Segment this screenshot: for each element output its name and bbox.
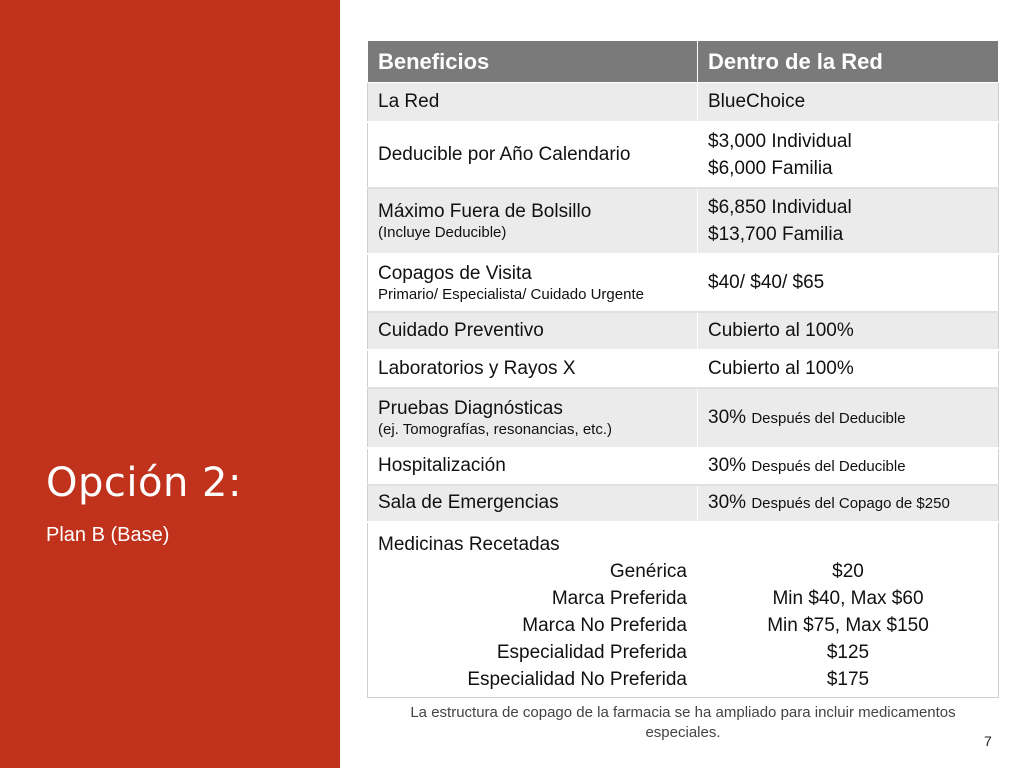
row-label	[368, 188, 698, 254]
slide-title: Opción 2:	[46, 460, 242, 506]
row-value	[698, 485, 999, 522]
spacer	[708, 531, 988, 558]
row-label-main: Pruebas Diagnósticas	[378, 397, 563, 419]
rx-tier: Marca Preferida	[551, 587, 687, 609]
table-row	[368, 188, 999, 254]
row-label-main: Copagos de Visita	[378, 262, 532, 284]
value-note: Después del Copago de $250	[751, 495, 950, 512]
rx-value: $125	[826, 641, 870, 663]
row-value: Cubierto al 100%	[698, 312, 999, 350]
value-main: 30%	[708, 492, 747, 513]
row-value	[698, 522, 999, 698]
row-label: Hospitalización	[368, 448, 698, 485]
value-line: $3,000 Individual	[708, 130, 852, 152]
row-value: BlueChoice	[698, 83, 999, 122]
slide-subtitle: Plan B (Base)	[46, 524, 170, 546]
value-note: Después del Deducible	[751, 458, 906, 475]
table-row	[368, 448, 999, 485]
row-label-sub: (Incluye Deducible)	[378, 223, 507, 241]
row-value	[698, 122, 999, 188]
row-label: La Red	[368, 83, 698, 122]
footnote: La estructura de copago de la farmacia se ha ampliado para incluir medicamentos especiales.	[410, 704, 956, 741]
table-row	[368, 254, 999, 312]
value-main: 30%	[708, 455, 747, 476]
row-value: $40/ $40/ $65	[698, 254, 999, 312]
page-number: 7	[984, 733, 992, 749]
row-label	[368, 522, 698, 698]
row-label: Sala de Emergencias	[368, 485, 698, 522]
table-row	[368, 83, 999, 122]
value-main: 30%	[708, 406, 747, 428]
rx-value: Min $40, Max $60	[772, 587, 924, 609]
rx-tier: Especialidad No Preferida	[467, 668, 687, 690]
rx-tier: Genérica	[609, 560, 687, 582]
row-label-main: Medicinas Recetadas	[378, 533, 560, 555]
row-value	[698, 188, 999, 254]
rx-tier: Marca No Preferida	[522, 614, 687, 636]
row-label-sub: (ej. Tomografías, resonancias, etc.)	[378, 420, 612, 438]
row-label	[368, 254, 698, 312]
row-label-main: Máximo Fuera de Bolsillo	[378, 200, 592, 222]
rx-value: $20	[832, 560, 864, 582]
row-value	[698, 448, 999, 485]
benefits-table	[367, 40, 999, 698]
row-label-sub: Primario/ Especialista/ Cuidado Urgente	[378, 285, 644, 303]
row-value	[698, 388, 999, 448]
value-line: $13,700 Familia	[708, 223, 844, 245]
table-row	[368, 388, 999, 448]
table-header-row	[368, 41, 999, 83]
rx-value: $175	[826, 668, 870, 690]
table-row-prescriptions	[368, 522, 999, 698]
column-header-in-network: Dentro de la Red	[698, 41, 999, 83]
row-label: Deducible por Año Calendario	[368, 122, 698, 188]
table-row	[368, 485, 999, 522]
row-label: Cuidado Preventivo	[368, 312, 698, 350]
row-value: Cubierto al 100%	[698, 350, 999, 388]
rx-tier: Especialidad Preferida	[496, 641, 687, 663]
table-row	[368, 350, 999, 388]
value-line: $6,850 Individual	[708, 196, 852, 218]
column-header-benefits: Beneficios	[368, 41, 698, 83]
value-line: $6,000 Familia	[708, 157, 833, 179]
value-note: Después del Deducible	[751, 409, 906, 427]
table-row	[368, 312, 999, 350]
row-label	[368, 388, 698, 448]
row-label: Laboratorios y Rayos X	[368, 350, 698, 388]
left-panel	[0, 0, 340, 768]
table-row	[368, 122, 999, 188]
rx-value: Min $75, Max $150	[767, 614, 929, 636]
